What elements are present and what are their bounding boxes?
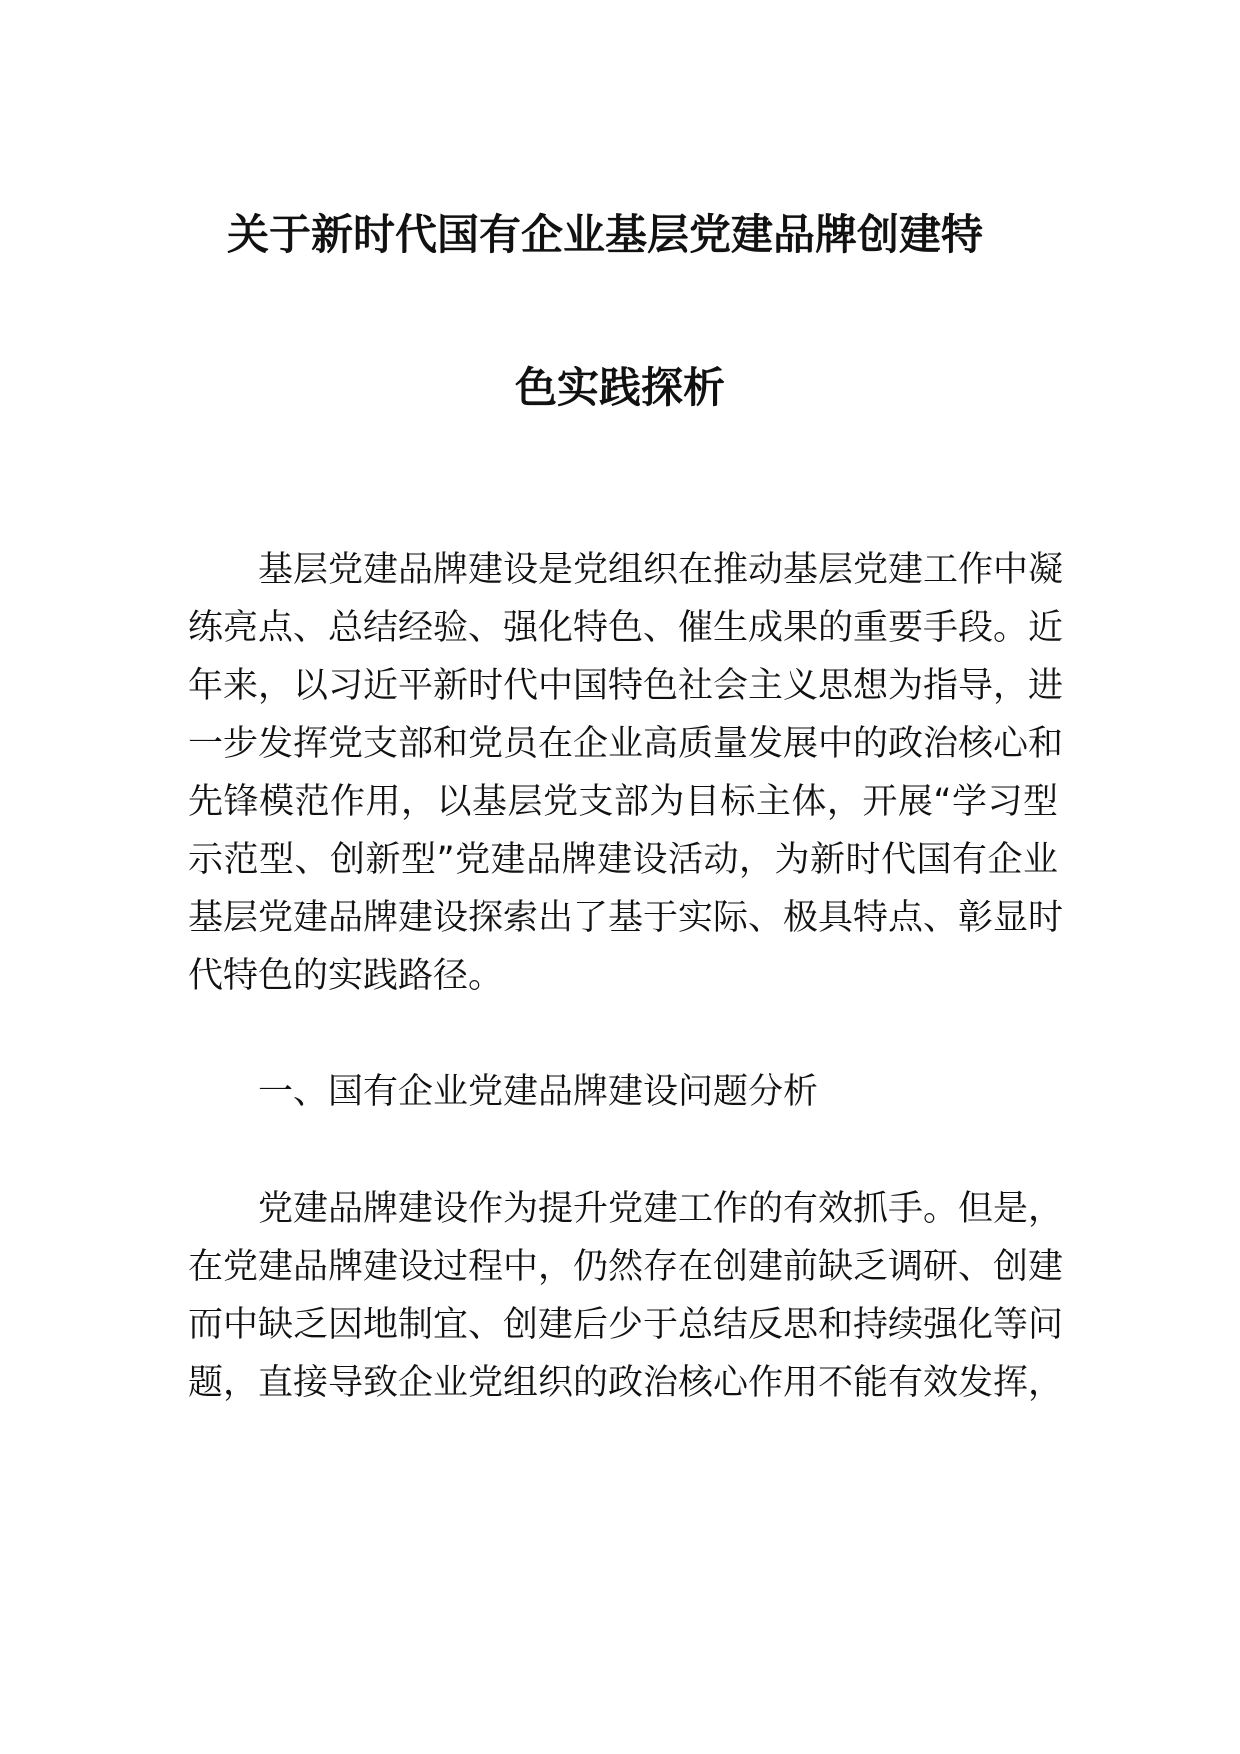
paragraph1-line-3: 年来，以习近平新时代中国特色社会主义思想为指导，进 — [188, 666, 1064, 706]
paragraph2-line-4: 题，直接导致企业党组织的政治核心作用不能有效发挥， — [188, 1363, 1064, 1403]
paragraph2-line-2: 在党建品牌建设过程中，仍然存在创建前缺乏调研、创建 — [188, 1247, 1064, 1287]
paragraph1-line-6: 示范型、创新型”党建品牌建设活动，为新时代国有企业 — [188, 840, 1058, 880]
paragraph1-line-2: 练亮点、总结经验、强化特色、催生成果的重要手段。近 — [188, 608, 1064, 648]
paragraph1-line-7: 基层党建品牌建设探索出了基于实际、极具特点、彰显时 — [188, 898, 1064, 938]
paragraph1-line-1: 基层党建品牌建设是党组织在推动基层党建工作中凝 — [258, 550, 1064, 590]
paragraph2-line-1: 党建品牌建设作为提升党建工作的有效抓手。但是， — [258, 1189, 1064, 1229]
document-title-line-1: 关于新时代国有企业基层党建品牌创建特 — [226, 210, 983, 259]
paragraph1-line-8: 代特色的实践路径。 — [188, 956, 504, 996]
section-heading: 一、国有企业党建品牌建设问题分析 — [258, 1072, 819, 1112]
paragraph2-line-3: 而中缺乏因地制宜、创建后少于总结反思和持续强化等问 — [188, 1305, 1064, 1345]
document-title-line-2: 色实践探析 — [514, 363, 725, 412]
paragraph1-line-4: 一步发挥党支部和党员在企业高质量发展中的政治核心和 — [188, 724, 1064, 764]
paragraph1-line-5: 先锋模范作用，以基层党支部为目标主体，开展“学习型 — [188, 782, 1058, 822]
